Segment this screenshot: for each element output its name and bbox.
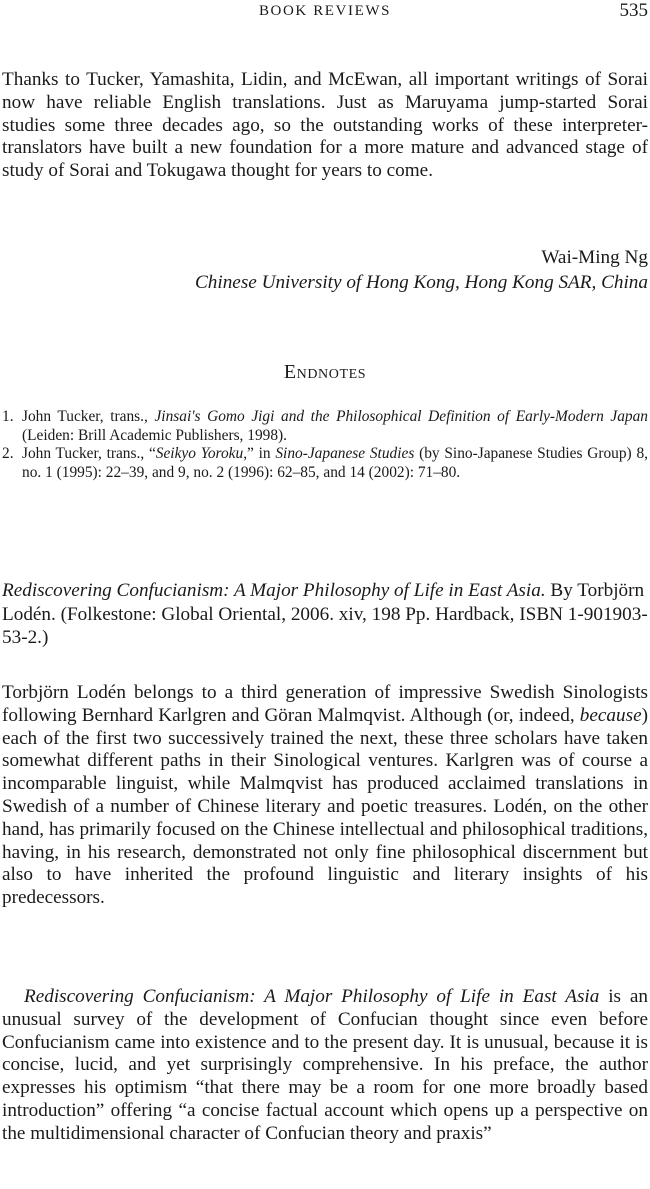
book-details: By Torbjörn Lodén. (Folkestone: Global Oriental, 2006. xiv, 198 Pp. Hardback, ISBN 1-901903-53-2.) bbox=[2, 580, 648, 648]
endnote-number: 1. bbox=[2, 408, 14, 425]
endnote-text: ,” in bbox=[243, 445, 276, 462]
running-title: BOOK REVIEWS bbox=[258, 3, 392, 19]
paragraph-text: is an unusual survey of the development of Confucian thought since even before Confucianism came into existence and to the present day. It is unusual, because it is concise, lucid, and yet surprisingly comprehensive. In his preface, the author expresses his optimism “that there may be a room for one more broadly based introduction” offering “a concise factual account which opens up a perspective on the multidimensional character of Confucian theory and praxis” bbox=[2, 986, 648, 1144]
review-paragraph-1 bbox=[2, 682, 648, 910]
endnote-text: (by Sino-Japanese Studies Group) 8, no. 1 (1995): 22–39, and 9, no. 2 (1996): 62–85, and 14 (2002): 71–80. bbox=[22, 445, 648, 481]
endnote-title: Jinsai's Gomo Jigi and the Philosophical Definition of Early-Modern Japan bbox=[154, 408, 648, 425]
paragraph-text: ) each of the first two successively trained the next, these three scholars have taken somewhat different paths in their Sinological ventures. Karlgren was of course a incomparable linguist, while Malmqvist has produced acclaimed translations in Swedish of a number of Chinese literary and poetic treasures. Lodén, on the other hand, has primarily focused on the Chinese intellectual and philosophical traditions, having, in his research, demonstrated not only fine philosophical discernment but also to have inherited the profound linguistic and literary insights of his predecessors. bbox=[2, 704, 648, 909]
book-title-inline: Rediscovering Confucianism: A Major Philosophy of Life in East Asia bbox=[24, 986, 600, 1007]
endnotes-list bbox=[2, 408, 648, 482]
endnotes-heading: Endnotes bbox=[283, 361, 367, 383]
book-citation bbox=[2, 579, 648, 650]
paragraph-text: Torbjörn Lodén belongs to a third generation of impressive Swedish Sinologists following Bernhard Karlgren and Göran Malmqvist. Although (or, indeed, bbox=[2, 682, 648, 726]
page-number: 535 bbox=[619, 0, 648, 21]
review-closing-paragraph: Thanks to Tucker, Yamashita, Lidin, and McEwan, all important writings of Sorai now have reliable English translations. Just as Maruyama jump-started Sorai studies some three decades ago, so the outstanding works of these interpreter-translators have built a new foundation for a more mature and advanced stage of study of Sorai and Tokugawa thought for years to come. bbox=[2, 69, 648, 182]
endnote-text: John Tucker, trans., “ bbox=[22, 445, 156, 462]
endnote-text: John Tucker, trans., bbox=[22, 408, 155, 425]
reviewer-affiliation: Chinese University of Hong Kong, Hong Kong SAR, China bbox=[194, 272, 648, 293]
endnote-item bbox=[2, 445, 648, 482]
page-header bbox=[0, 0, 650, 26]
endnote-title: Seikyo Yoroku bbox=[155, 445, 244, 462]
book-title: Rediscovering Confucianism: A Major Philosophy of Life in East Asia. bbox=[2, 580, 546, 601]
emphasis-text: because bbox=[579, 704, 642, 726]
endnote-journal: Sino-Japanese Studies bbox=[275, 445, 415, 462]
endnote-number: 2. bbox=[2, 445, 14, 462]
reviewer-name: Wai-Ming Ng bbox=[541, 247, 648, 268]
review-paragraph-2 bbox=[2, 986, 648, 1146]
endnote-text: (Leiden: Brill Academic Publishers, 1998). bbox=[22, 426, 288, 444]
endnote-item bbox=[2, 408, 648, 445]
